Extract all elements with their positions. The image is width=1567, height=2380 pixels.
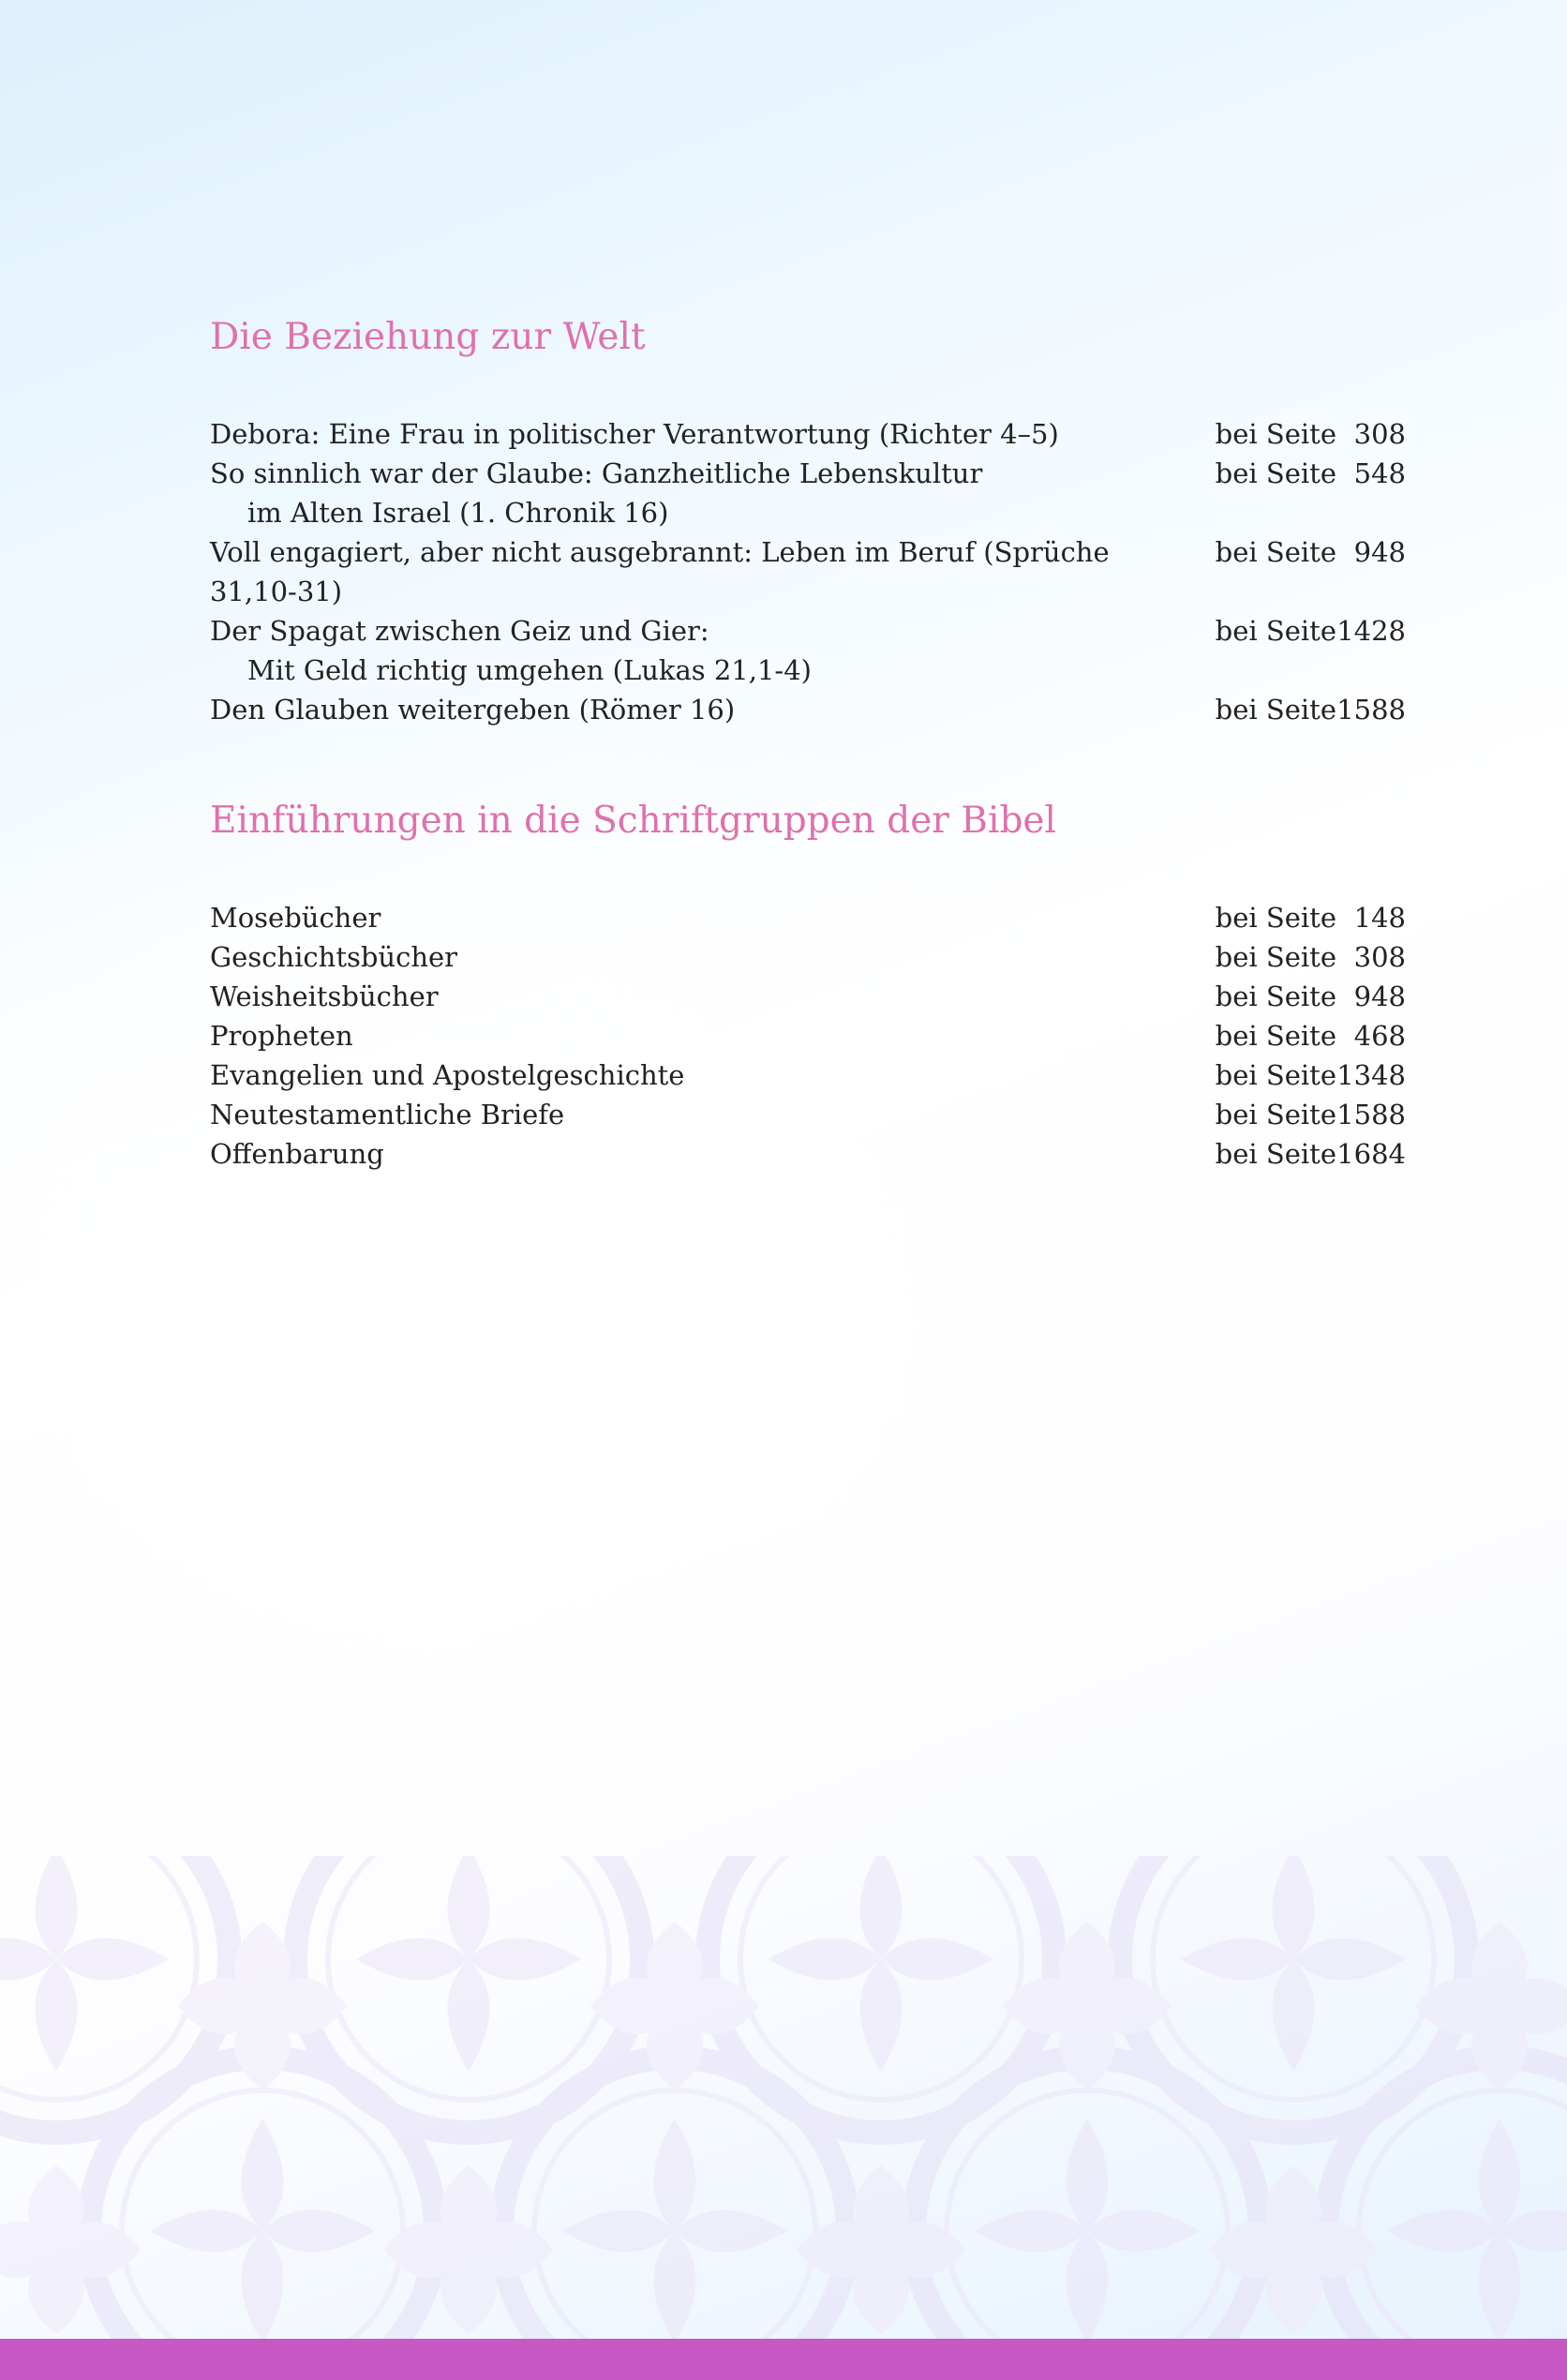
toc-entry (210, 1095, 1406, 1134)
entry-title: Propheten (210, 1020, 353, 1052)
page-number: 468 (1353, 1020, 1406, 1052)
page-prefix: bei Seite (1215, 1059, 1336, 1091)
toc-entry (210, 937, 1406, 977)
entry-title-continuation: Mit Geld richtig umgehen (Lukas 21,1-4) (247, 654, 812, 686)
section-list-einfuehrungen (210, 898, 1406, 1174)
page-number: 1428 (1336, 615, 1406, 647)
page-prefix: bei Seite (1215, 536, 1336, 568)
page-prefix: bei Seite (1215, 694, 1336, 726)
toc-entry (210, 532, 1406, 611)
page-number: 548 (1353, 457, 1406, 489)
page-reference (1216, 937, 1406, 977)
toc-entry (210, 1016, 1406, 1055)
page-prefix: bei Seite (1215, 418, 1336, 450)
page-reference (1216, 414, 1406, 454)
entry-title: Mosebücher (210, 902, 381, 934)
page-reference (1216, 1055, 1406, 1095)
entry-title: Geschichtsbücher (210, 941, 458, 973)
page-reference (1216, 1095, 1406, 1134)
page-reference (1216, 1134, 1406, 1174)
page-prefix: bei Seite (1215, 1138, 1336, 1170)
section-title-einfuehrungen: Einführungen in die Schriftgruppen der Bibel (210, 800, 1056, 842)
page-prefix: bei Seite (1215, 980, 1336, 1012)
page-reference (1216, 898, 1406, 937)
section-list-beziehung-zur-welt (210, 414, 1406, 729)
entry-title: Der Spagat zwischen Geiz und Gier: (210, 615, 709, 647)
page-number: 1588 (1336, 694, 1406, 726)
entry-title: Evangelien und Apostelgeschichte (210, 1059, 685, 1091)
page-number: 1348 (1336, 1059, 1406, 1091)
toc-entry (210, 977, 1406, 1016)
entry-title: Weisheitsbücher (210, 980, 439, 1012)
entry-title: Den Glauben weitergeben (Römer 16) (210, 694, 736, 726)
page-prefix: bei Seite (1215, 457, 1336, 489)
entry-title: So sinnlich war der Glaube: Ganzheitliche Lebenskultur (210, 457, 983, 489)
page-prefix: bei Seite (1215, 941, 1336, 973)
page-number: 1684 (1336, 1138, 1406, 1170)
toc-entry (210, 1055, 1406, 1095)
page-number: 308 (1353, 941, 1406, 973)
page-reference (1216, 977, 1406, 1016)
entry-title: Offenbarung (210, 1138, 384, 1170)
page-reference (1216, 1016, 1406, 1055)
entry-title: Debora: Eine Frau in politischer Verantwortung (Richter 4–5) (210, 418, 1059, 450)
page-reference (1216, 611, 1406, 651)
page-prefix: bei Seite (1215, 1020, 1336, 1052)
toc-entry (210, 1134, 1406, 1174)
entry-title: Voll engagiert, aber nicht ausgebrannt: Leben im Beruf (Sprüche 31,10-31) (210, 536, 1110, 607)
section-title-beziehung-zur-welt: Die Beziehung zur Welt (210, 316, 646, 358)
page-prefix: bei Seite (1215, 615, 1336, 647)
toc-entry (210, 454, 1406, 532)
bottom-color-bar (0, 2339, 1567, 2380)
entry-title: Neutestamentliche Briefe (210, 1099, 565, 1130)
page-number: 1588 (1336, 1099, 1406, 1130)
page-reference (1216, 532, 1406, 572)
toc-entry (210, 898, 1406, 937)
ornament-pattern (0, 1856, 1567, 2339)
page-number: 308 (1353, 418, 1406, 450)
toc-entry (210, 414, 1406, 454)
section-spacer (210, 729, 1406, 793)
page-prefix: bei Seite (1215, 1099, 1336, 1130)
page-number: 948 (1353, 980, 1406, 1012)
toc-entry (210, 690, 1406, 729)
page-prefix: bei Seite (1215, 902, 1336, 934)
page-number: 948 (1353, 536, 1406, 568)
page-number: 148 (1353, 902, 1406, 934)
entry-title-continuation: im Alten Israel (1. Chronik 16) (247, 497, 669, 529)
page-reference (1216, 690, 1406, 729)
table-of-contents (210, 309, 1406, 1174)
page-reference (1216, 454, 1406, 493)
toc-entry (210, 611, 1406, 690)
